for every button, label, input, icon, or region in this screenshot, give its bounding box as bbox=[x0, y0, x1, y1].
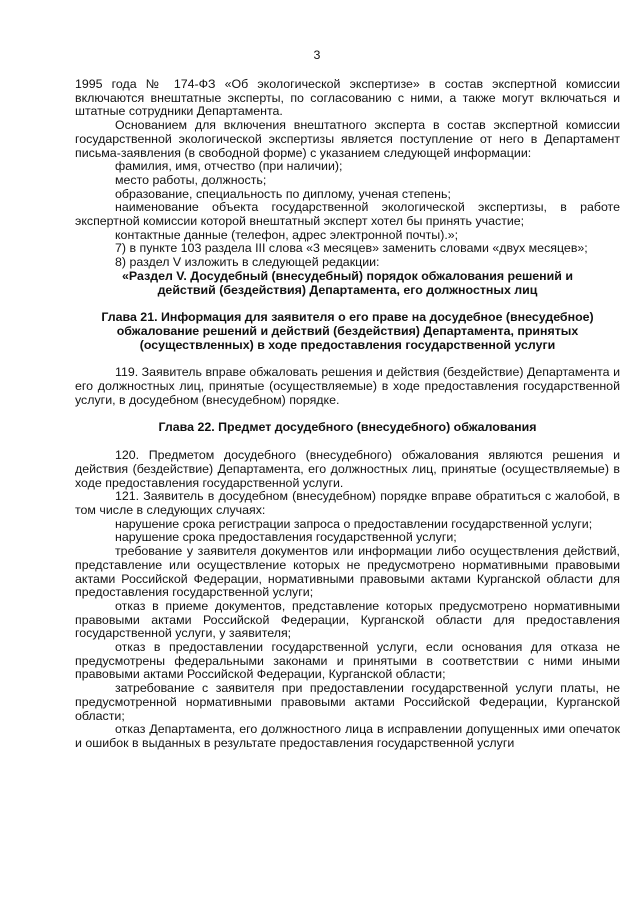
list-item: требование у заявителя документов или информации либо осуществления действий, представление или осуществление которых не предусмотрено нормативными правовыми актами Российской Федерации, нормативными правовыми актами Курганской области для предоставления государственной услуги; bbox=[75, 544, 620, 600]
list-item: фамилия, имя, отчество (при наличии); bbox=[115, 159, 343, 174]
list-item: отказ в предоставлении государственной услуги, если основания для отказа не предусмотрены федеральными законами и принятыми в соответствии с ними иными правовыми актами Российской Федерации, Курганской области; bbox=[75, 640, 620, 682]
list-item: образование, специальность по диплому, ученая степень; bbox=[115, 186, 451, 201]
list-item: нарушение срока предоставления государственной услуги; bbox=[115, 530, 457, 545]
item-8: 8) раздел V изложить в следующей редакции: bbox=[115, 255, 380, 270]
paragraph-119: 119. Заявитель вправе обжаловать решения и действия (бездействие) Департамента и его должностных лиц, принятые (осуществляемые) в ходе предоставления государственной услуги, в досудебном (внесудебном) порядке. bbox=[75, 365, 620, 407]
list-item: нарушение срока регистрации запроса о предоставлении государственной услуги; bbox=[115, 516, 593, 531]
chapter-21-title: Глава 21. Информация для заявителя о его праве на досудебное (внесудебное) обжалование решений и действий (бездействия) Департамента, принятых (осуществленных) в ходе предоставления государственной услуги bbox=[101, 310, 594, 352]
document-body bbox=[75, 78, 620, 751]
chapter-22-title: Глава 22. Предмет досудебного (внесудебного) обжалования bbox=[158, 420, 537, 435]
list-item: отказ Департамента, его должностного лица в исправлении допущенных ими опечаток и ошибок в выданных в результате предоставления государственной услуги bbox=[75, 722, 620, 750]
list-item: отказ в приеме документов, представление которых предусмотрено нормативными правовыми актами Российской Федерации, Курганской области для предоставления государственной услуги, у заявителя; bbox=[75, 598, 620, 641]
list-item: затребование с заявителя при предоставлении государственной услуги платы, не предусмотренной нормативными правовыми актами Российской Федерации, Курганской области; bbox=[75, 681, 620, 723]
section-v-title: «Раздел V. Досудебный (внесудебный) порядок обжалования решений и действий (бездействия) Департамента, его должностных лиц bbox=[122, 268, 573, 297]
page-number: 3 bbox=[313, 48, 321, 62]
paragraph-121: 121. Заявитель в досудебном (внесудебном) порядке вправе обратиться с жалобой, в том числе в следующих случаях: bbox=[75, 489, 620, 517]
item-7: 7) в пункте 103 раздела III слова «3 месяцев» заменить словами «двух месяцев»; bbox=[115, 241, 588, 256]
paragraph-120: 120. Предметом досудебного (внесудебного) обжалования являются решения и действия (бездействие) Департамента, его должностных лиц, принятые (осуществляемые) в ходе предоставления государственной услуги. bbox=[75, 448, 620, 490]
list-item: место работы, должность; bbox=[115, 172, 267, 187]
list-item: наименование объекта государственной экологической экспертизы, в работе экспертной комиссии которой внештатный эксперт хотел бы принять участие; bbox=[75, 200, 620, 229]
paragraph-1995: 1995 года № 174-ФЗ «Об экологической экспертизе» в состав экспертной комиссии включаются внештатные эксперты, по согласованию с ними, а также могут включаться и штатные сотрудники Департамента. bbox=[75, 77, 620, 119]
list-item: контактные данные (телефон, адрес электронной почты).»; bbox=[115, 227, 459, 242]
paragraph-osnovaniem: Основанием для включения внештатного эксперта в состав экспертной комиссии государственной экологической экспертизы является поступление от него в Департамент письма-заявления (в свободной форме) с указанием следующей информации: bbox=[75, 118, 620, 160]
